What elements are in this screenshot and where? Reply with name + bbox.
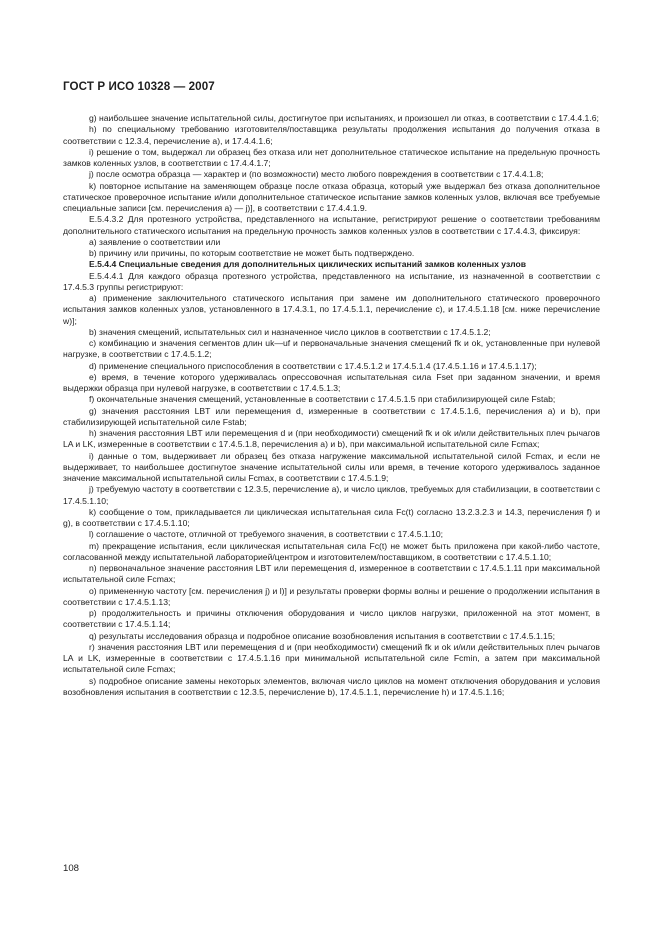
list-item-k: k) повторное испытание на заменяющем образце после отказа образца, который уже выдержал без отказа дополнительное статическое проверочное испытание и/или дополнительное статическое испытание замков коленных узлов, включая все требуемые специальные записи [см. перечисления а) — j)], в соответствии с 17.4.4.1.9. — [63, 180, 600, 213]
list-item-q: q) результаты исследования образца и подробное описание возобновления испытания в соответствии с 17.4.5.1.15; — [89, 630, 555, 641]
list-item-b: b) значения смещений, испытательных сил и назначенное число циклов в соответствии с 17.4.5.1.2; — [89, 326, 491, 337]
list-item-a: a) применение заключительного статического испытания при замене им дополнительного статического проверочного испытания замков коленных узлов, установленного в 17.4.3.1, по 17.4.5.1.1, перечисление с), и 17.4.5.1.18 [см. ниже перечисление w)]; — [63, 293, 600, 326]
clause-e5432: E.5.4.3.2 Для протезного устройства, представленного на испытание, регистрируют решение о соответствии требованиям дополнительного статического испытания на предельную прочность замков коленных узлов в соответствии с 17.4.4.3, фиксируя: — [63, 214, 600, 236]
list-item-j: j) требуемую частоту в соответствии с 12.3.5, перечисление а), и число циклов, требуемых для стабилизации, в соответствии с 17.4.5.1.10; — [63, 484, 600, 506]
list-item-f: f) окончательные значения смещений, установленные в соответствии с 17.4.5.1.5 при стабилизирующей силе Fstab; — [89, 394, 556, 405]
list-item-d: d) применение специального приспособления в соответствии с 17.4.5.1.2 и 17.4.5.1.4 (17.4.5.1.16 и 17.4.5.1.17); — [89, 360, 537, 371]
list-item-l: l) соглашение о частоте, отличной от требуемого значения, в соответствии с 17.4.5.1.10; — [89, 529, 443, 540]
list-item-o: o) примененную частоту [см. перечисления j) и l)] и результаты проверки формы волны и решение о продолжении испытания в соответствии с 17.4.5.1.13; — [63, 585, 600, 607]
list-item-i: i) данные о том, выдерживает ли образец без отказа нагружение максимальной испытательной силой Fcmax, и если не выдерживает, то наибольшее достигнутое значение испытательной силы или время, в течение которого удерживалось заданное значение максимальной испытательной силы Fcmax, в соответствии с 17.4.5.1.9; — [63, 450, 600, 483]
section-heading-e544: E.5.4.4 Специальные сведения для дополнительных циклических испытаний замков коленных узлов — [89, 259, 526, 270]
list-item-g: g) значения расстояния LBT или перемещения d, измеренные в соответствии с 17.4.5.1.6, перечисления а) и b), при стабилизирующей испытательной силе Fstab; — [63, 405, 600, 427]
page-number: 108 — [63, 863, 80, 874]
body-text — [63, 113, 600, 698]
list-item-k: k) сообщение о том, прикладывается ли циклическая испытательная сила Fc(t) согласно 13.2.3.2.3 и 14.3, перечисления f) и g), в соответствии с 17.4.5.1.10; — [63, 506, 600, 528]
list-item-g: g) наибольшее значение испытательной силы, достигнутое при испытаниях, и произошел ли отказ, в соответствии с 17.4.4.1.6; — [89, 113, 599, 123]
list-item-p: p) продолжительность и причины отключения оборудования и число циклов нагрузки, приложенной на этот момент, в соответствии с 17.4.5.1.14; — [63, 608, 600, 630]
list-item-n: n) первоначальное значение расстояния LBT или перемещения d, измеренное в соответствии с 17.4.5.1.11 при максимальной испытательной силе Fcmax; — [63, 563, 600, 585]
list-item-r: r) значения расстояния LBT или перемещения d и (при необходимости) смещений fk и ok и/или действительных плеч рычагов LA и LK, измеренные в соответствии с 17.4.5.1.16 при минимальной испытательной силе Fcmin, а затем при максимальной испытательной силе Fcmax; — [63, 641, 600, 675]
list-item-c: c) комбинацию и значения сегментов длин uk—uf и первоначальные значения смещений fk и ok, установленные при нулевой нагрузке, в соответствии с 17.4.5.1.2; — [63, 338, 600, 360]
list-item-j: j) после осмотра образца — характер и (по возможности) место любого повреждения в соответствии с 17.4.4.1.8; — [89, 169, 544, 180]
list-item-h: h) по специальному требованию изготовителя/поставщика результаты продолжения испытания до получения отказа в соответствии с 12.3.4, перечисление а), и 17.4.4.1.6; — [63, 124, 600, 146]
list-item-m: m) прекращение испытания, если циклическая испытательная сила Fc(t) не может быть приложена при какой-либо частоте, согласованной между испытательной лабораторией/центром и изготовителем/поставщиком, в соответствии с 17.4.5.1.10; — [63, 540, 600, 562]
list-item-b: b) причину или причины, по которым соответствие не может быть подтверждено. — [89, 248, 415, 258]
list-item-e: e) время, в течение которого удерживалась опрессовочная испытательная сила Fset при заданном значении, и время выдержки образца при нулевой нагрузке, в соответствии с 17.4.5.1.3; — [63, 371, 600, 393]
list-item-h: h) значения расстояния LBT или перемещения d и (при необходимости) смещений fk и ok и/или действительных плеч рычагов LA и LK, измеренные в соответствии с 17.4.5.1.8, перечисления а) и b), при максимальной испытательной силе Fcmax; — [63, 428, 600, 450]
page-header: ГОСТ Р ИСО 10328 — 2007 — [63, 80, 215, 93]
list-item-s: s) подробное описание замены некоторых элементов, включая число циклов на момент отключения оборудования и условия возобновления испытания в соответствии с 12.3.5, перечисление b), 17.4.5.1.1, перечисление h) и 17.4.5.1.16; — [63, 675, 600, 697]
list-item-a: a) заявление о соответствии или — [89, 236, 221, 247]
clause-e5441: E.5.4.4.1 Для каждого образца протезного устройства, представленного на испытание, из назначенной в соответствии с 17.4.5.3 группы регистрируют: — [63, 270, 600, 292]
list-item-i: i) решение о том, выдержал ли образец без отказа или нет дополнительное статическое испытание на предельную прочность замков коленных узлов, в соответствии с 17.4.4.1.7; — [63, 146, 600, 168]
